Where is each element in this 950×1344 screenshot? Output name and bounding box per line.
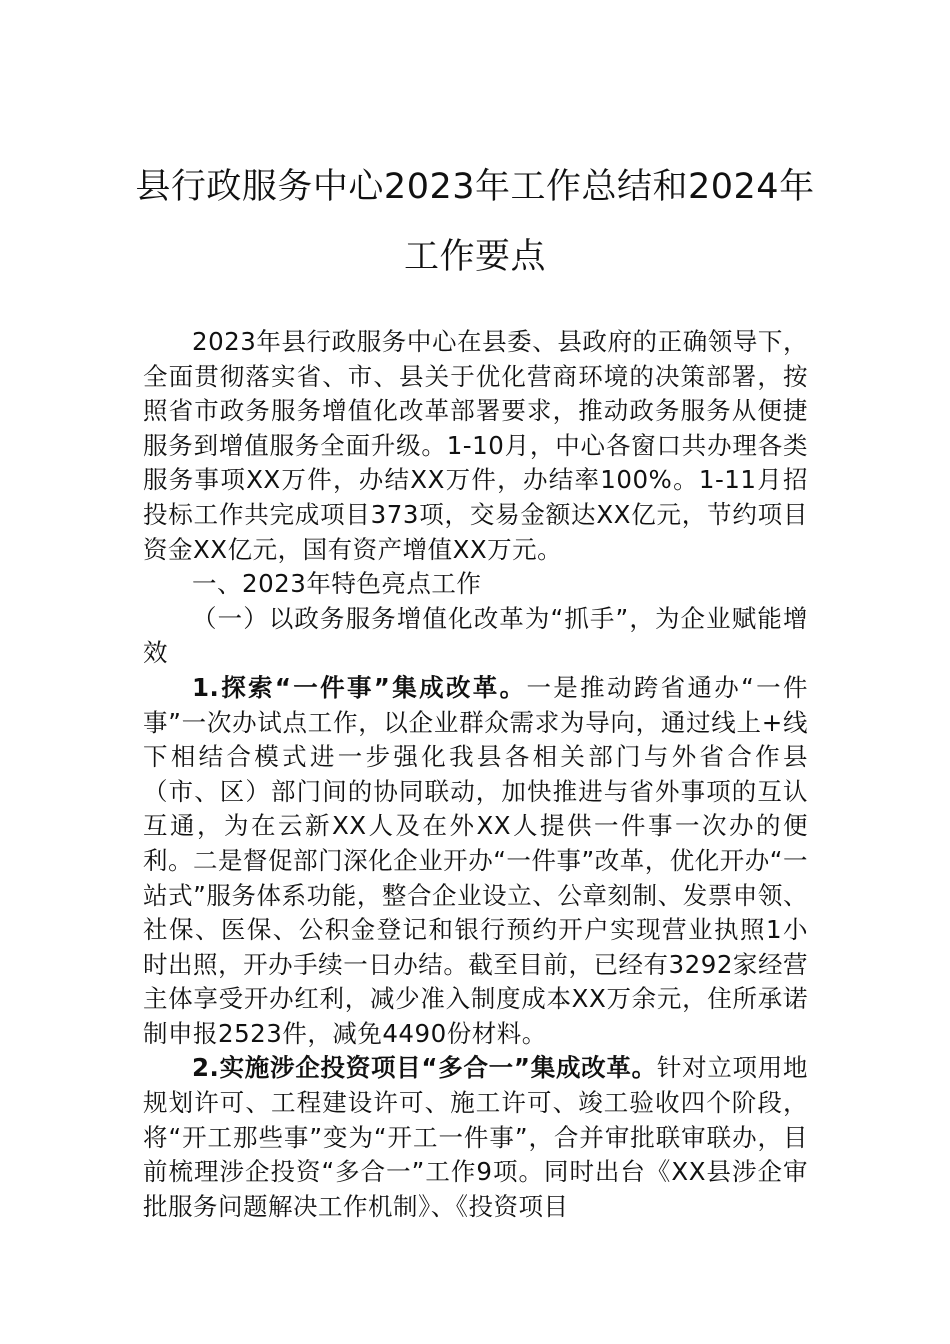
- item-1-title: 1.探索“一件事”集成改革。: [192, 672, 527, 702]
- document-title-line-2: 工作要点: [403, 237, 546, 277]
- item-2-text: 针对立项用地规划许可、工程建设许可、施工许可、竣工验收四个阶段，将“开工那些事”变为“开工一件事”，合并审批联审联办，目前梳理涉企投资“多合一”工作9项。同时出台《XX县涉企审批服务问题解决工作机制》、《投资项目: [143, 1053, 809, 1221]
- item-1-paragraph: [143, 671, 808, 1052]
- item-2-paragraph: [143, 1051, 808, 1224]
- item-1-text: 一是推动跨省通办“一件事”一次办试点工作，以企业群众需求为导向，通过线上+线下相结合模式进一步强化我县各相关部门与外省合作县（市、区）部门间的协同联动，加快推进与省外事项的互认互通，为在云新XX人及在外XX人提供一件事一次办的便利。二是督促部门深化企业开办“一件事”改革，优化开办“一站式”服务体系功能，整合企业设立、公章刻制、发票申领、社保、医保、公积金登记和银行预约开户实现营业执照1小时出照，开办手续一日办结。截至目前，已经有3292家经营主体享受开办红利，减少准入制度成本XX万余元，住所承诺制申报2523件，减免4490份材料。: [143, 672, 808, 1048]
- item-2-title: 2.实施涉企投资项目“多合一”集成改革。: [192, 1053, 657, 1083]
- intro-paragraph: 2023年县行政服务中心在县委、县政府的正确领导下，全面贯彻落实省、市、县关于优化营商环境的决策部署，按照省市政务服务增值化改革部署要求，推动政务服务从便捷服务到增值服务全面升级。1-10月，中心各窗口共办理各类服务事项XX万件，办结XX万件，办结率100%。1-11月招投标工作共完成项目373项，交易金额达XX亿元，节约项目资金XX亿元，国有资产增值XX万元。: [143, 327, 808, 564]
- document-body: [143, 325, 808, 1224]
- subsection-heading: （一）以政务服务增值化改革为“抓手”，为企业赋能增效: [143, 603, 808, 668]
- document-title-line-1: 县行政服务中心2023年工作总结和2024年: [135, 167, 815, 207]
- section-heading: 一、2023年特色亮点工作: [192, 569, 482, 599]
